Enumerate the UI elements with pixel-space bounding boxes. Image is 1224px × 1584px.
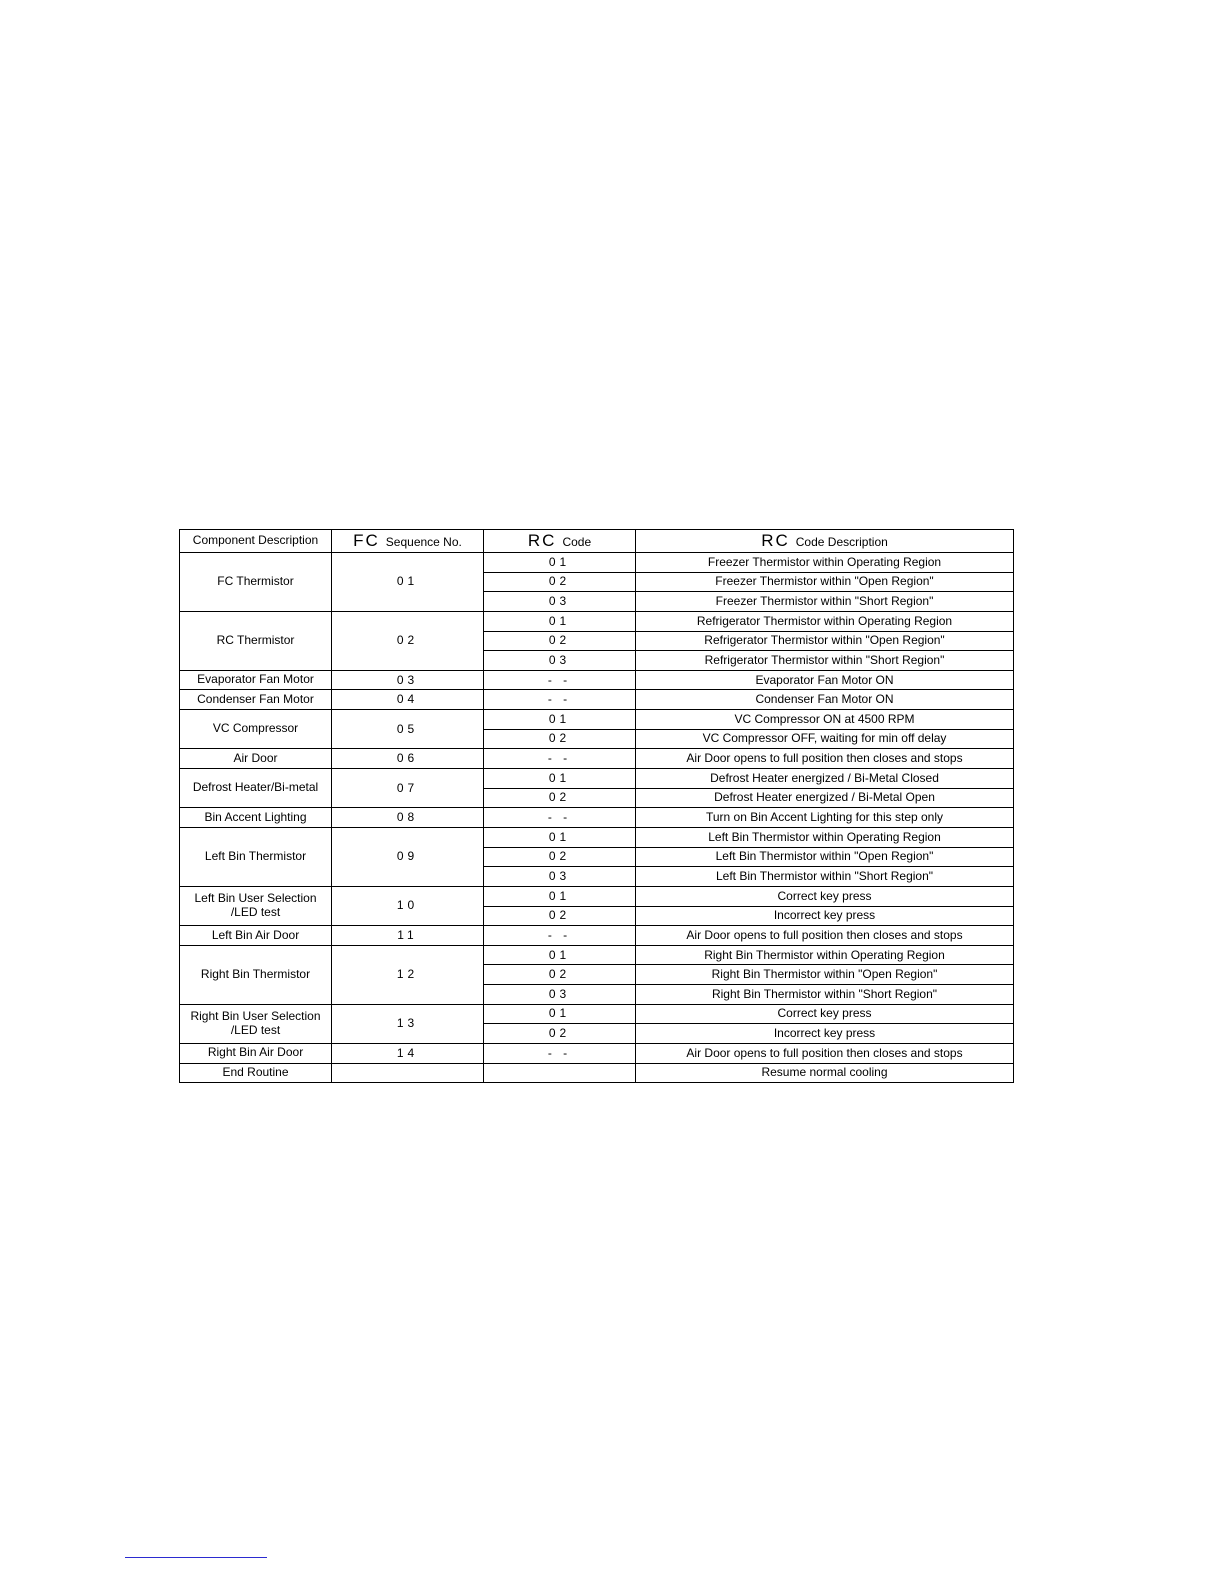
table-row — [180, 1004, 1014, 1024]
fc-sequence-cell: 07 — [332, 769, 484, 808]
fc-sequence-cell: 04 — [332, 690, 484, 710]
rc-code-cell: 03 — [484, 651, 636, 671]
rc-code-description-cell: Refrigerator Thermistor within Operating Region — [636, 611, 1014, 631]
rc-code-description-cell: Defrost Heater energized / Bi-Metal Closed — [636, 769, 1014, 789]
component-description-text: Right Bin Air Door — [207, 1045, 304, 1060]
rc-code-description-cell: Freezer Thermistor within "Open Region" — [636, 572, 1014, 592]
component-description-cell — [180, 808, 332, 828]
table-header-row — [180, 530, 1014, 553]
rc-code-cell: - - — [484, 1044, 636, 1064]
component-description-cell — [180, 670, 332, 690]
fc-sequence-cell: 01 — [332, 553, 484, 612]
component-description-text: Air Door — [233, 750, 278, 765]
component-description-cell — [180, 553, 332, 612]
rc-code-description-cell: VC Compressor OFF, waiting for min off delay — [636, 729, 1014, 749]
rc-code-cell: 02 — [484, 906, 636, 926]
rc-code-description-cell: Incorrect key press — [636, 1024, 1014, 1044]
rc-code-cell: 02 — [484, 729, 636, 749]
rc-code-cell: - - — [484, 808, 636, 828]
rc-code-cell: 01 — [484, 1004, 636, 1024]
rc-code-cell: 03 — [484, 867, 636, 887]
component-description-text: Bin Accent Lighting — [204, 809, 307, 824]
component-description-text: Defrost Heater/Bi-metal — [192, 780, 319, 795]
rc-code-cell: 01 — [484, 769, 636, 789]
rc-code-description-cell: Right Bin Thermistor within "Open Region" — [636, 965, 1014, 985]
rc-code-description-cell: Correct key press — [636, 1004, 1014, 1024]
rc-code-description-cell: Left Bin Thermistor within Operating Region — [636, 827, 1014, 847]
rc-code-description-cell: Air Door opens to full position then closes and stops — [636, 1044, 1014, 1064]
rc-code-cell: 02 — [484, 965, 636, 985]
rc-code-cell: 01 — [484, 886, 636, 906]
rc-code-description-cell: Condenser Fan Motor ON — [636, 690, 1014, 710]
rc-code-cell: 01 — [484, 710, 636, 730]
component-description-text: Left Bin Thermistor — [204, 849, 307, 864]
header-component-description — [180, 530, 332, 553]
rc-code-cell: 02 — [484, 847, 636, 867]
fc-sequence-cell: 06 — [332, 749, 484, 769]
header-fc-sequence — [332, 530, 484, 553]
component-description-text: Right Bin Thermistor — [200, 966, 311, 981]
fc-sequence-cell: 05 — [332, 710, 484, 749]
rc-code-cell: 03 — [484, 985, 636, 1005]
component-description-cell — [180, 1063, 332, 1083]
rc-code-cell: 02 — [484, 631, 636, 651]
rc-code-description-cell: Freezer Thermistor within Operating Region — [636, 553, 1014, 573]
header-rc-label: RC — [527, 530, 557, 550]
fc-sequence-cell: 08 — [332, 808, 484, 828]
rc-code-cell: 02 — [484, 572, 636, 592]
rc-code-description-cell: Turn on Bin Accent Lighting for this step only — [636, 808, 1014, 828]
component-description-text: FC Thermistor — [217, 574, 294, 589]
table-row — [180, 611, 1014, 631]
header-code-description-label: Code Description — [795, 534, 888, 549]
rc-code-cell: - - — [484, 926, 636, 946]
component-description-cell — [180, 611, 332, 670]
component-description-cell — [180, 690, 332, 710]
component-description-cell — [180, 1044, 332, 1064]
footer-rule — [125, 1557, 267, 1558]
component-description-cell — [180, 886, 332, 925]
table-row — [180, 1063, 1014, 1083]
table-row — [180, 827, 1014, 847]
rc-code-cell: 01 — [484, 553, 636, 573]
component-description-text: End Routine — [222, 1065, 289, 1080]
header-rc-desc-label: RC — [761, 530, 790, 550]
component-description-text: Left Bin User Selection — [194, 891, 317, 906]
fc-sequence-cell: 02 — [332, 611, 484, 670]
diagnostic-code-table — [179, 529, 1014, 1083]
table-row — [180, 769, 1014, 789]
component-description-text: Right Bin User Selection — [190, 1009, 321, 1024]
rc-code-cell: 01 — [484, 945, 636, 965]
table-row — [180, 749, 1014, 769]
table-row — [180, 710, 1014, 730]
header-component-label: Component Description — [192, 533, 319, 548]
rc-code-description-cell: Evaporator Fan Motor ON — [636, 670, 1014, 690]
fc-sequence-cell: 03 — [332, 670, 484, 690]
rc-code-description-cell: Refrigerator Thermistor within "Open Region" — [636, 631, 1014, 651]
header-fc-label: FC — [353, 530, 380, 550]
component-description-text: VC Compressor — [212, 721, 299, 736]
rc-code-description-cell: Correct key press — [636, 886, 1014, 906]
rc-code-description-cell: Left Bin Thermistor within "Open Region" — [636, 847, 1014, 867]
fc-sequence-cell: 14 — [332, 1044, 484, 1064]
rc-code-cell: 03 — [484, 592, 636, 612]
table-row — [180, 926, 1014, 946]
component-description-cell — [180, 945, 332, 1004]
fc-sequence-cell: 13 — [332, 1004, 484, 1043]
header-rc-code — [484, 530, 636, 553]
component-description-text: Left Bin Air Door — [211, 927, 300, 942]
rc-code-cell: - - — [484, 670, 636, 690]
rc-code-description-cell: Resume normal cooling — [636, 1063, 1014, 1083]
component-description-cell — [180, 749, 332, 769]
component-description-cell — [180, 827, 332, 886]
table-row — [180, 808, 1014, 828]
rc-code-cell: - - — [484, 749, 636, 769]
component-description-text: Evaporator Fan Motor — [197, 672, 314, 687]
rc-code-cell — [484, 1063, 636, 1083]
rc-code-cell: 02 — [484, 1024, 636, 1044]
table-row — [180, 886, 1014, 906]
component-description-cell — [180, 710, 332, 749]
rc-code-description-cell: Incorrect key press — [636, 906, 1014, 926]
component-description-cell — [180, 769, 332, 808]
rc-code-description-cell: Freezer Thermistor within "Short Region" — [636, 592, 1014, 612]
fc-sequence-cell: 11 — [332, 926, 484, 946]
rc-code-description-cell: Right Bin Thermistor within "Short Region" — [636, 985, 1014, 1005]
table-row — [180, 690, 1014, 710]
rc-code-description-cell: Defrost Heater energized / Bi-Metal Open — [636, 788, 1014, 808]
rc-code-description-cell: Air Door opens to full position then closes and stops — [636, 749, 1014, 769]
component-description-text: /LED test — [230, 905, 281, 920]
fc-sequence-cell: 12 — [332, 945, 484, 1004]
header-rc-code-description — [636, 530, 1014, 553]
header-code-label: Code — [562, 534, 592, 549]
fc-sequence-cell — [332, 1063, 484, 1083]
table-row — [180, 1044, 1014, 1064]
rc-code-cell: 01 — [484, 827, 636, 847]
component-description-text: Condenser Fan Motor — [197, 691, 314, 706]
rc-code-cell: 01 — [484, 611, 636, 631]
table-row — [180, 945, 1014, 965]
component-description-cell — [180, 926, 332, 946]
component-description-text: /LED test — [230, 1022, 281, 1037]
fc-sequence-cell: 09 — [332, 827, 484, 886]
component-description-cell — [180, 1004, 332, 1043]
table-row — [180, 553, 1014, 573]
rc-code-description-cell: Air Door opens to full position then closes and stops — [636, 926, 1014, 946]
fc-sequence-cell: 10 — [332, 886, 484, 925]
header-sequence-label: Sequence No. — [385, 534, 462, 549]
rc-code-cell: - - — [484, 690, 636, 710]
table-body — [180, 553, 1014, 1083]
rc-code-cell: 02 — [484, 788, 636, 808]
rc-code-description-cell: VC Compressor ON at 4500 RPM — [636, 710, 1014, 730]
rc-code-description-cell: Left Bin Thermistor within "Short Region" — [636, 867, 1014, 887]
rc-code-description-cell: Right Bin Thermistor within Operating Region — [636, 945, 1014, 965]
component-description-text: RC Thermistor — [216, 632, 295, 647]
rc-code-description-cell: Refrigerator Thermistor within "Short Region" — [636, 651, 1014, 671]
table-row — [180, 670, 1014, 690]
